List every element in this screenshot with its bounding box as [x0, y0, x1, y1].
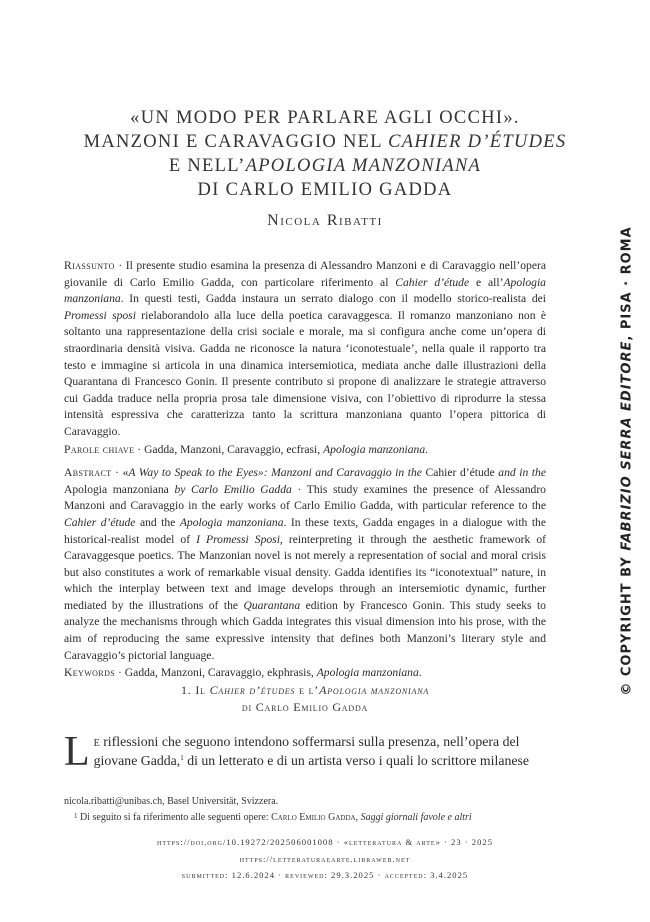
body-text [64, 729, 546, 775]
section-heading [64, 682, 546, 716]
footnote-number: 1 [74, 812, 78, 820]
abstract-paragraph: Abstract · «A Way to Speak to the Eyes»: Manzoni and Caravaggio in the Cahier d’étude and in the Apologia manzoniana by Carlo Emilio Gadda · This study examines the presence of Alessandro Manzoni and Caravaggio in the early works of Carlo Emilio Gadda, with particular reference to the Cahier d’étude and the Apologia manzoniana. In these texts, Gadda engages in a dialogue with the historical-realist model of I Promessi Sposi, reinterpreting it through the aesthetic framework of Caravaggesque poetics. The Manzonian novel is not merely a representation of social and moral crisis but also constitutes a work of remarkable visual density. Gadda identifies its “iconotextual” nature, in which the interplay between text and image develops through an intersemiotic dynamic, further mediated by the illustrations of the Quarantana edition by Francesco Gonin. This study seeks to analyze the mechanisms through which Gadda integrates this visual dimension into his prose, with the aim of reproducing the same expressive intensity that defines both Manzoni’s literary style and Caravaggio’s pictorial language. [64, 466, 546, 662]
body-line-2: giovane Gadda,$^1$ di un letterato e di un artista verso i quali lo scrittore milanese [93, 753, 529, 768]
section-heading-line-1: 1. Il Cahier d’études e l’Apologia manzoniana [180, 683, 430, 697]
article-title [40, 106, 610, 202]
footnote-ref[interactable]: 1 [180, 754, 184, 762]
keywords-paragraph: Keywords · Gadda, Manzoni, Caravaggio, ekphrasis, Apologia manzoniana. [64, 666, 422, 680]
abstract-label: Abstract [64, 466, 112, 480]
section-heading-line-2: di Carlo Emilio Gadda [241, 700, 369, 714]
copyright-notice: © COPYRIGHT BY FABRIZIO SERRA EDITORE, PISA · ROMA [619, 226, 635, 696]
author-affiliation: nicola.ribatti@unibas.ch, Basel Universität, Svizzera. [64, 796, 279, 807]
parole-chiave-label: Parole chiave [64, 442, 135, 456]
author-name: Nicola Ribatti [267, 212, 383, 229]
title-line-1: «UN MODO PER PARLARE AGLI OCCHI». [130, 108, 520, 128]
drop-cap: L [64, 729, 90, 775]
parole-chiave-paragraph: Parole chiave · Gadda, Manzoni, Caravaggio, ecfrasi, Apologia manzoniana. [64, 442, 429, 456]
footnotes [64, 794, 546, 826]
body-line-1: e riflessioni che seguono intendono soffermarsi sulla presenza, nell’opera del [93, 734, 520, 749]
footnote-1: $^1$ Di seguito si fa riferimento alle seguenti opere: Carlo Emilio Gadda, Saggi giornali favole e altri [74, 812, 472, 823]
title-line-4: DI CARLO EMILIO GADDA [197, 180, 453, 200]
riassunto-label: Riassunto [64, 259, 115, 272]
riassunto-paragraph: Riassunto · Il presente studio esamina la presenza di Alessandro Manzoni e di Caravaggio nell’opera giovanile di Carlo Emilio Gadda, con particolare riferimento al Cahier d’étude e all’Apologia manzoniana. In questi testi, Gadda instaura un serrato dialogo con il modello storico-realista dei Promessi sposi rielaborandolo alla luce della poetica caravaggesca. Il romanzo manzoniano non è soltanto una rappresentazione della crisi sociale e morale, ma si configura anche come un’opera di straordinaria densità visiva. Gadda ne riconosce la natura ‘iconotestuale’, nella quale il rapporto tra testo e immagine si articola in una dinamica intersemiotica, mediata anche dalle illustrazioni della Quarantana di Francesco Gonin. Il presente contributo si propone di analizzare le strategie attraverso cui Gadda traduce nella propria prosa tale dimensione visiva, con l’obiettivo di riprodurre la stessa intensità espressiva che caratterizza tanto la scrittura manzoniana quanto l’opera pittorica di Caravaggio. [64, 259, 546, 438]
title-line-2: MANZONI E CARAVAGGIO NEL CAHIER D’ÉTUDES [83, 132, 567, 152]
journal-url[interactable]: https://letteraturaearte.libraweb.net [239, 853, 411, 864]
abstract-block [64, 258, 546, 682]
keywords-label: Keywords [64, 666, 116, 680]
page-footer [40, 834, 610, 884]
doi-line[interactable]: https://doi.org/10.19272/202506001008 · «letteratura & arte» · 23 · 2025 [156, 837, 493, 847]
submission-dates: submitted: 12.6.2024 · reviewed: 29.3.2025 · accepted: 3.4.2025 [181, 870, 469, 880]
title-line-3: E NELL’APOLOGIA MANZONIANA [168, 156, 482, 176]
